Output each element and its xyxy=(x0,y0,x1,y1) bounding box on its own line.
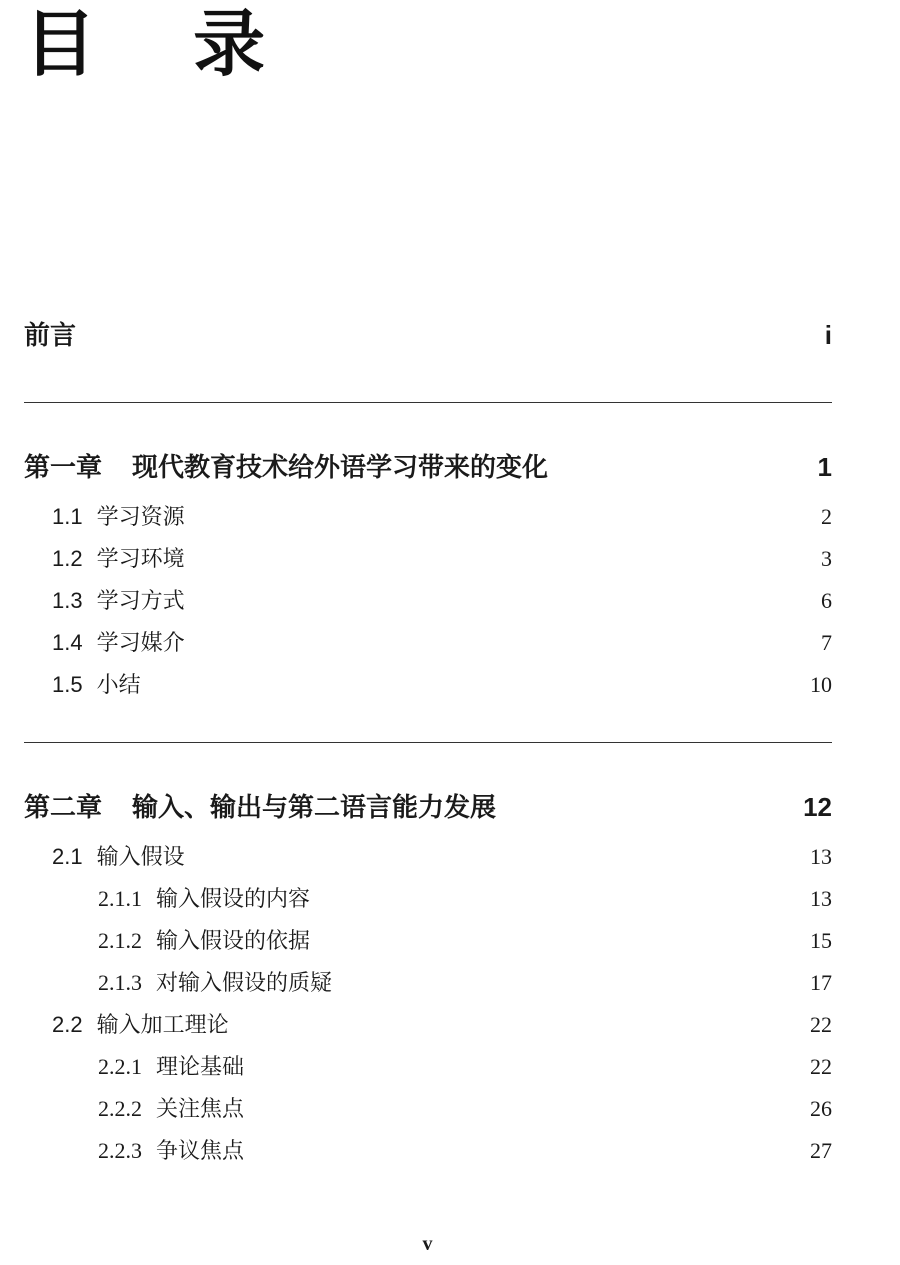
toc-subsection-2-2-3[interactable] xyxy=(24,1130,832,1172)
subsection-title: 输入假设的内容 xyxy=(156,887,311,912)
section-title: 学习媒介 xyxy=(96,631,185,656)
section-title: 学习方式 xyxy=(96,589,185,614)
toc-section-2-2[interactable] xyxy=(24,1004,832,1046)
toc-section-1-3[interactable] xyxy=(24,580,832,622)
subsection-number: 2.1.3 xyxy=(98,970,142,995)
section-page: 22 xyxy=(810,1012,832,1037)
subsection-page: 17 xyxy=(810,970,832,995)
subsection-number: 2.2.2 xyxy=(98,1096,142,1121)
subsection-title: 对输入假设的质疑 xyxy=(156,971,333,996)
toc-section-2-1[interactable] xyxy=(24,836,832,878)
subsection-title: 关注焦点 xyxy=(156,1097,245,1122)
table-of-contents xyxy=(24,310,832,1172)
subsection-number: 2.1.2 xyxy=(98,928,142,953)
page-number: v xyxy=(422,1233,433,1255)
toc-subsection-2-1-3[interactable] xyxy=(24,962,832,1004)
toc-subsection-2-2-1[interactable] xyxy=(24,1046,832,1088)
section-number: 1.2 xyxy=(52,546,83,571)
section-number: 1.1 xyxy=(52,504,83,529)
toc-section-1-4[interactable] xyxy=(24,622,832,664)
toc-section-1-1[interactable] xyxy=(24,496,832,538)
chapter-number: 第一章 xyxy=(24,453,103,483)
section-page: 6 xyxy=(821,588,832,613)
subsection-title: 理论基础 xyxy=(156,1055,245,1080)
chapter-number: 第二章 xyxy=(24,793,103,823)
section-number: 1.4 xyxy=(52,630,83,655)
section-number: 2.2 xyxy=(52,1012,83,1037)
subsection-number: 2.2.1 xyxy=(98,1054,142,1079)
section-title: 学习资源 xyxy=(96,505,185,530)
section-title: 小结 xyxy=(96,673,141,698)
subsection-page: 27 xyxy=(810,1138,832,1163)
toc-preface[interactable] xyxy=(24,310,832,360)
section-page: 7 xyxy=(821,630,832,655)
section-number: 1.3 xyxy=(52,588,83,613)
section-title: 输入假设 xyxy=(96,845,185,870)
subsection-page: 26 xyxy=(810,1096,832,1121)
page-title: 目 录 xyxy=(24,1,302,86)
subsection-page: 22 xyxy=(810,1054,832,1079)
toc-subsection-2-1-2[interactable] xyxy=(24,920,832,962)
toc-section-1-2[interactable] xyxy=(24,538,832,580)
chapter-title: 输入、输出与第二语言能力发展 xyxy=(132,793,497,823)
toc-chapter-1[interactable] xyxy=(24,442,832,492)
section-page: 3 xyxy=(821,546,832,571)
preface-label: 前言 xyxy=(24,321,77,351)
section-number: 2.1 xyxy=(52,844,83,869)
section-title: 学习环境 xyxy=(96,547,185,572)
chapter-page: 12 xyxy=(803,792,832,822)
chapter-title: 现代教育技术给外语学习带来的变化 xyxy=(132,453,549,483)
subsection-number: 2.1.1 xyxy=(98,886,142,911)
subsection-title: 输入假设的依据 xyxy=(156,929,311,954)
subsection-title: 争议焦点 xyxy=(156,1139,245,1164)
subsection-number: 2.2.3 xyxy=(98,1138,142,1163)
toc-section-1-5[interactable] xyxy=(24,664,832,706)
chapter-page: 1 xyxy=(817,452,832,482)
section-page: 13 xyxy=(810,844,832,869)
toc-subsection-2-1-1[interactable] xyxy=(24,878,832,920)
section-title: 输入加工理论 xyxy=(96,1013,229,1038)
toc-subsection-2-2-2[interactable] xyxy=(24,1088,832,1130)
section-number: 1.5 xyxy=(52,672,83,697)
toc-chapter-2[interactable] xyxy=(24,782,832,832)
preface-page: i xyxy=(824,320,832,350)
section-page: 10 xyxy=(810,672,832,697)
section-page: 2 xyxy=(821,504,832,529)
subsection-page: 15 xyxy=(810,928,832,953)
subsection-page: 13 xyxy=(810,886,832,911)
